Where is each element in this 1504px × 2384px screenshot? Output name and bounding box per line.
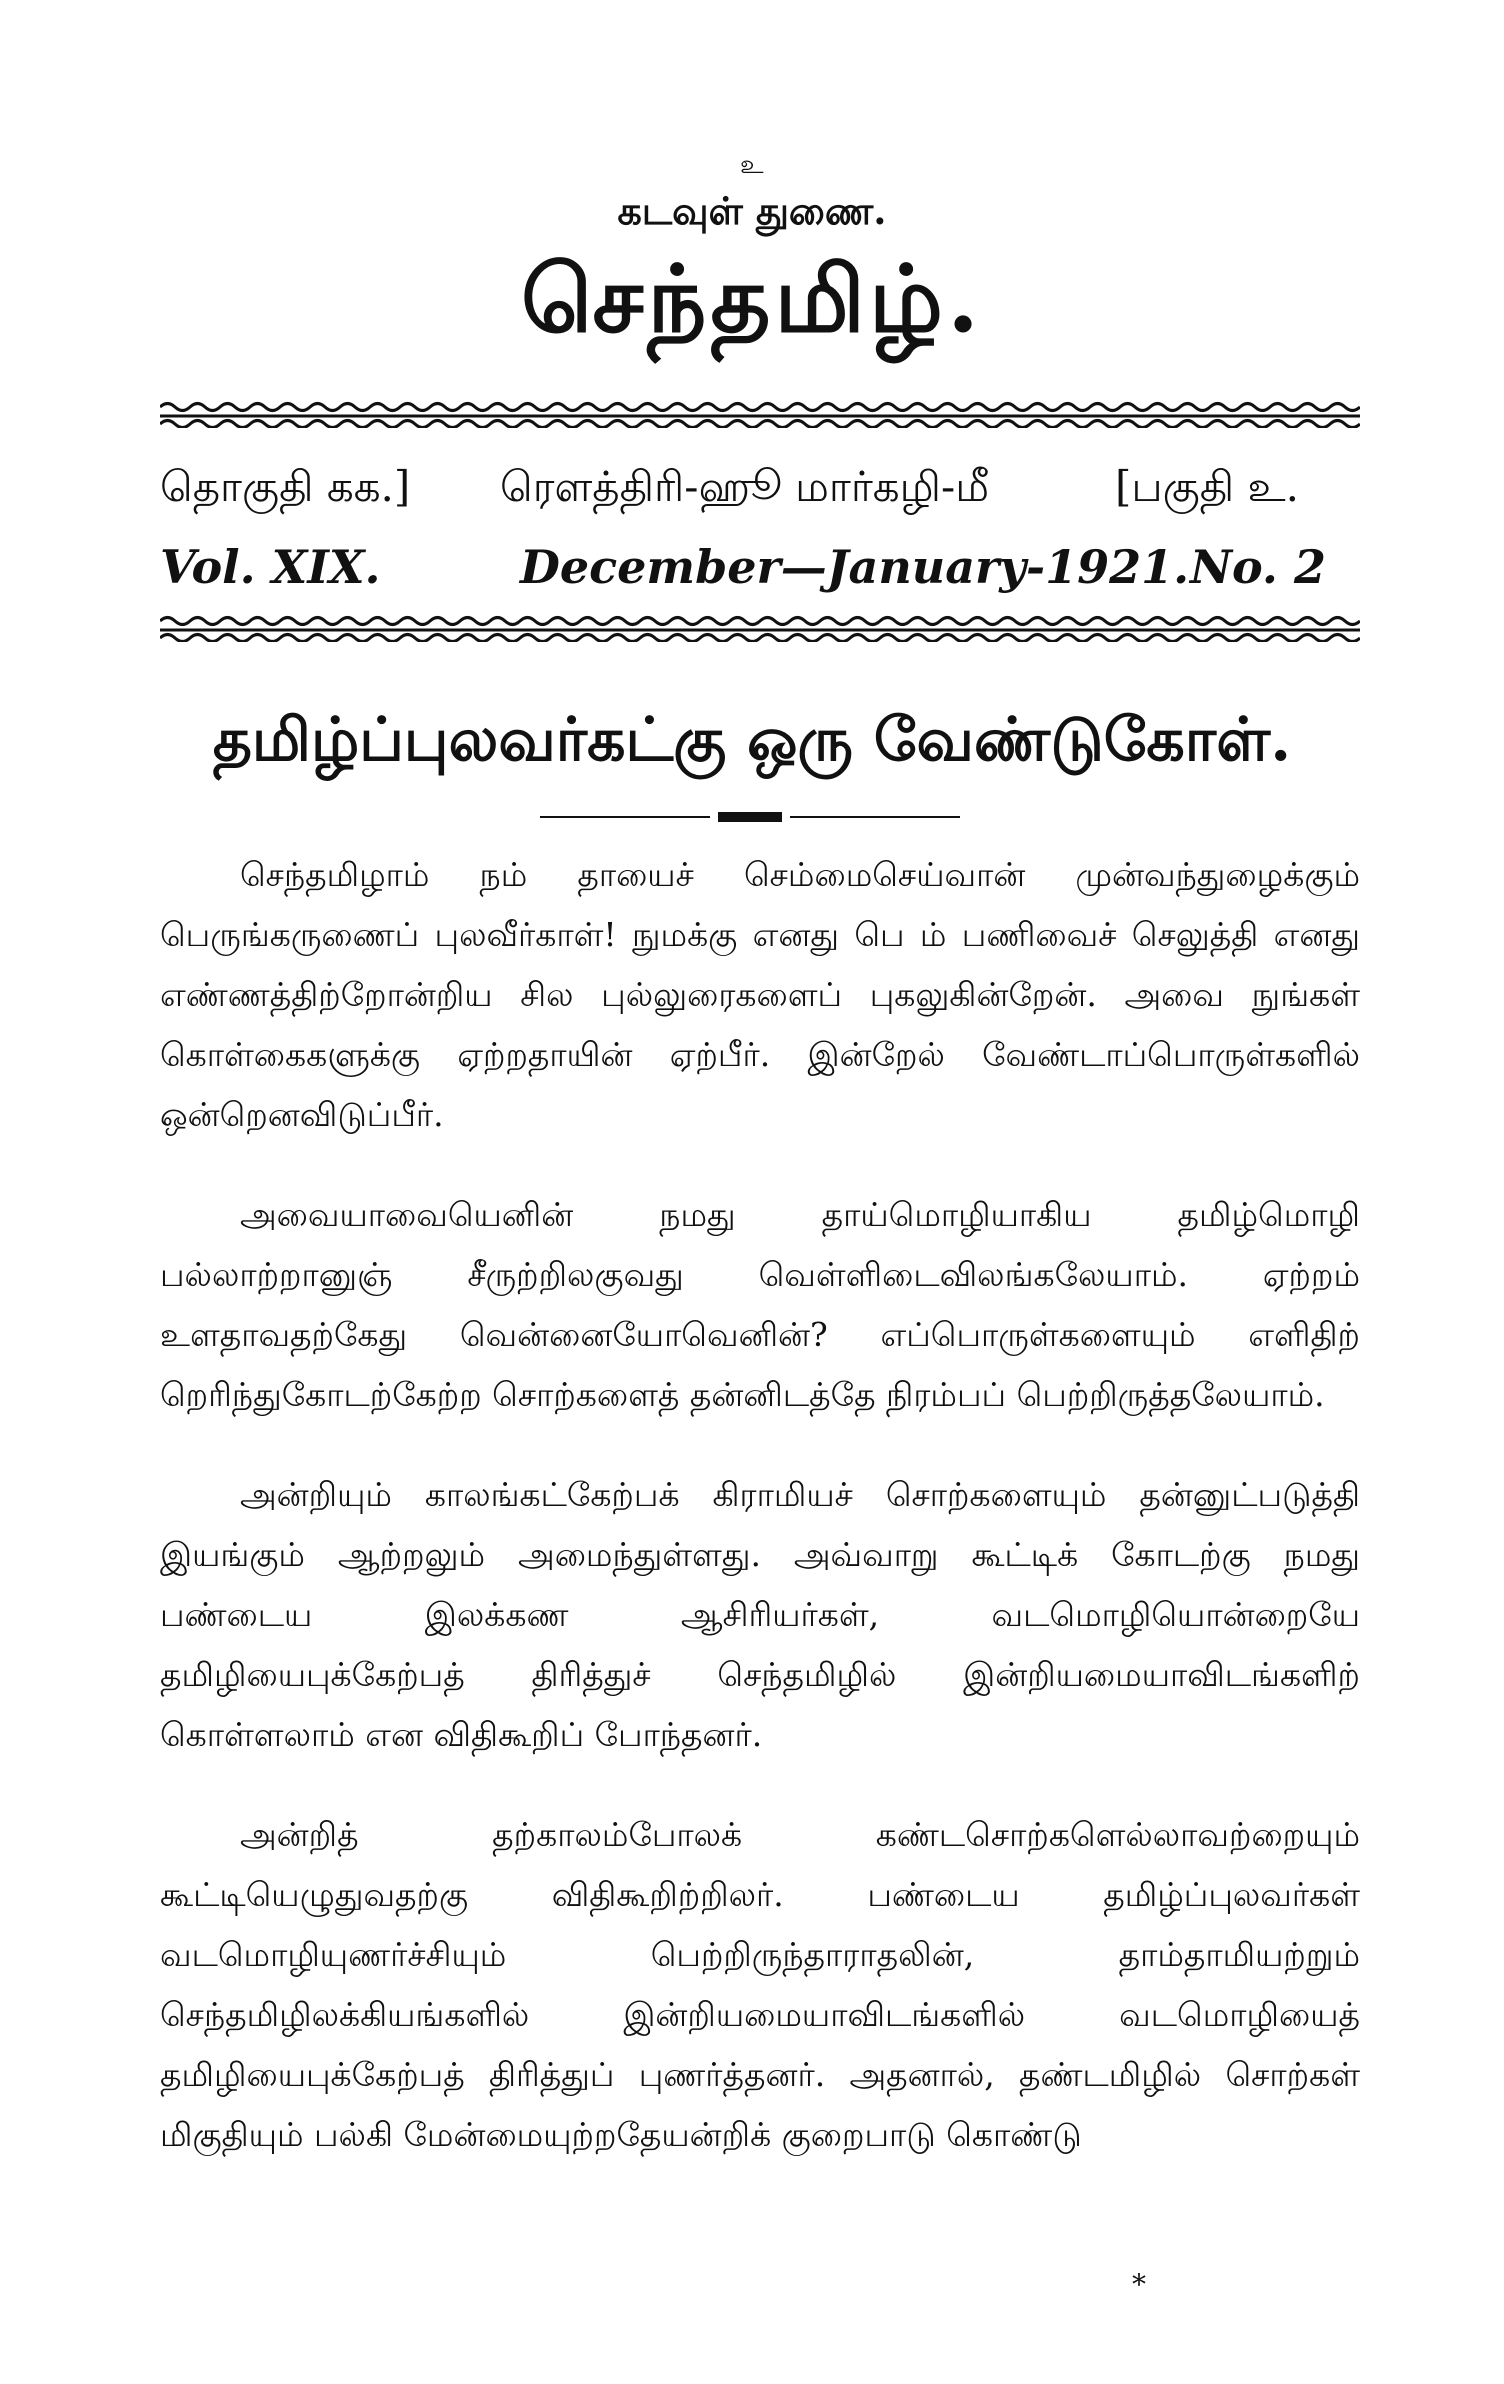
paragraph: செந்தமிழாம் நம் தாயைச் செம்மைசெய்வான் முன்வந்துழைக்கும் பெருங்கருணைப் புலவீர்காள்! நுமக்கு எனது பெ ம் பணிவைச் செலுத்தி எனது எண்ணத்திற்றோன்றிய சில புல்லுரைகளைப் புகலுகின்றேன். அவை நுங்கள் கொள்கைகளுக்கு ஏற்றதாயின் ஏற்பீர். இன்றேல் வேண்டாப்பொருள்களில் ஒன்றெனவிடுப்பீர்.	[160, 855, 1360, 1134]
masthead-rule-bottom	[160, 612, 1360, 642]
english-number: No. 2	[1190, 540, 1326, 594]
paragraph: அன்றித் தற்காலம்போலக் கண்டசொற்களெல்லாவற்றையும் கூட்டியெழுதுவதற்கு விதிகூறிற்றிலர். பண்டைய தமிழ்ப்புலவர்கள் வடமொழியுணர்ச்சியும் பெற்றிருந்தாராதலின், தாம்தாமியற்றும் செந்தமிழிலக்கியங்களில் இன்றியமையாவிடங்களில் வடமொழியைத் தமிழியைபுக்கேற்பத் திரித்துப் புணர்த்தனர். அதனால், தண்டமிழில் சொற்கள் மிகுதியும் பல்கி மேன்மையுற்றதேயன்றிக் குறைபாடு கொண்டு	[160, 1815, 1360, 2154]
masthead-rule-top	[160, 398, 1360, 428]
tamil-date: ரௌத்திரி-ஹூ மார்கழி-மீ	[500, 462, 990, 511]
tamil-volume: தொகுதி கக.]	[160, 462, 411, 511]
article-title: தமிழ்ப்புலவர்கட்கு ஒரு வேண்டுகோள்.	[212, 705, 1292, 775]
title-ornament-rule	[540, 810, 960, 824]
english-date: December—January-1921.	[520, 540, 1190, 594]
article-body	[160, 845, 1360, 2205]
invocation-line: கடவுள் துணை.	[617, 188, 887, 233]
signature-mark: *	[1132, 2268, 1146, 2301]
tamil-part: [பகுதி உ.	[1115, 462, 1299, 511]
paragraph: அவையாவையெனின் நமது தாய்மொழியாகிய தமிழ்மொழி பல்லாற்றானுஞ் சீருற்றிலகுவது வெள்ளிடைவிலங்கலேயாம். ஏற்றம் உளதாவதற்கேது வென்னையோவெனின்? எப்பொருள்களையும் எளிதிற் றெரிந்துகோடற்கேற்ற சொற்களைத் தன்னிடத்தே நிரம்பப் பெற்றிருத்தலேயாம்.	[160, 1195, 1360, 1414]
english-volume: Vol. XIX.	[160, 540, 381, 594]
masthead-title: செந்தமிழ்.	[520, 245, 984, 353]
invocation-mark: உ	[740, 150, 764, 180]
paragraph: அன்றியும் காலங்கட்கேற்பக் கிராமியச் சொற்களையும் தன்னுட்படுத்தி இயங்கும் ஆற்றலும் அமைந்துள்ளது. அவ்வாறு கூட்டிக் கோடற்கு நமது பண்டைய இலக்கண ஆசிரியர்கள், வடமொழியொன்றையே தமிழியைபுக்கேற்பத் திரித்துச் செந்தமிழில் இன்றியமையாவிடங்களிற் கொள்ளலாம் என விதிகூறிப் போந்தனர்.	[160, 1475, 1360, 1754]
